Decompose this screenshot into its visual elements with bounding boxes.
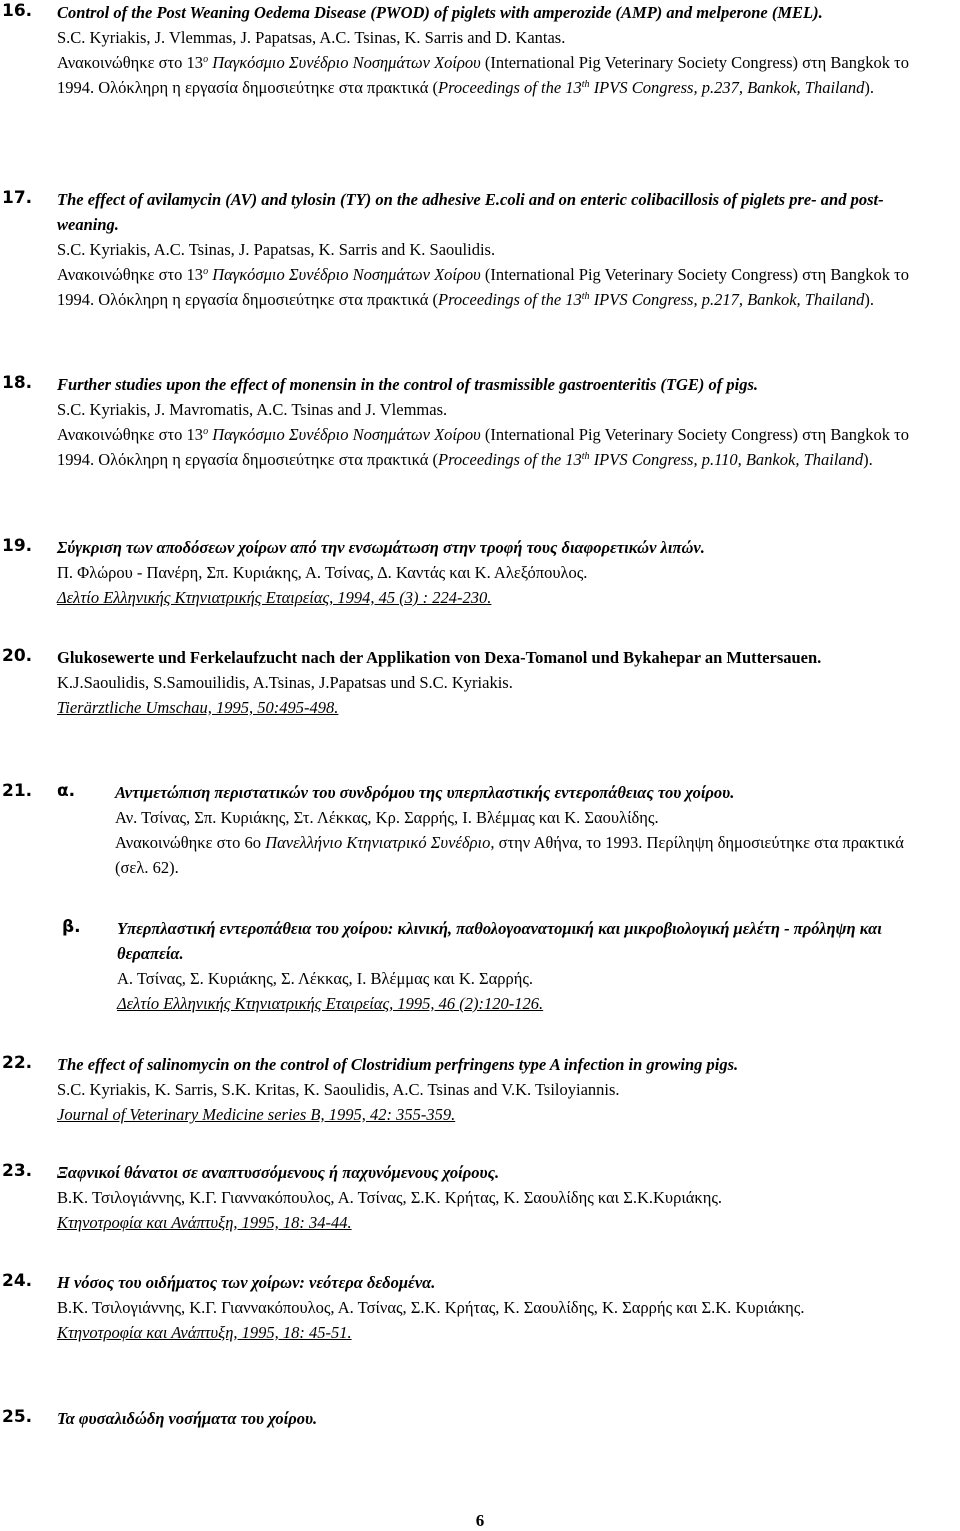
entry-title: Η νόσος του οιδήματος των χοίρων: νεότερα δεδομένα. [57,1273,436,1292]
entry-title: Σύγκριση των αποδόσεων χοίρων από την ενσωμάτωση στην τροφή τους διαφορετικών λιπών. [57,538,705,557]
entry-number: 17. [2,188,33,208]
entry-publication-note: Ανακοινώθηκε στο $13^o$ Παγκόσμιο Συνέδριο Νοσημάτων Χοίρου (International Pig Veterinary Society Congress) στη Bangkok το 1994. Ολόκληρη η εργασία δημοσιεύτηκε στα πρακτικά (Proceedings of the 13th IPVS Congress, p.110, Bankok, Thailand). [57,425,909,469]
entry-title: The effect of salinomycin on the control of Clostridium perfringens type A infection in growing pigs. [57,1055,739,1074]
sub-entry-b [117,916,936,1016]
entry-journal: Δελτίο Ελληνικής Κτηνιατρικής Εταιρείας, 1994, 45 (3) : 224-230. [57,588,492,607]
entry-body [57,535,936,610]
entry-title: Control of the Post Weaning Oedema Disease (PWOD) of piglets with amperozide (AMP) and melperone (MEL). [57,3,823,22]
entry-title: Ξαφνικοί θάνατοι σε αναπτυσσόμενους ή παχυνόμενους χοίρους. [57,1163,500,1182]
entry-authors: Β.Κ. Τσιλογιάννης, Κ.Γ. Γιαννακόπουλος, Α. Τσίνας, Σ.Κ. Κρήτας, Κ. Σαουλίδης, Κ. Σαρρής και Σ.Κ. Κυριάκης. [57,1298,805,1317]
entry-title: Glukosewerte und Ferkelaufzucht nach der Applikation von Dexa-Tomanol und Bykahepar an Muttersauen. [57,648,822,667]
entry-authors: S.C. Kyriakis, J. Mavromatis, A.C. Tsinas and J. Vlemmas. [57,400,448,419]
entry-number: 20. [2,646,33,666]
entry-authors: Α. Τσίνας, Σ. Κυριάκης, Σ. Λέκκας, Ι. Βλέμμας και Κ. Σαρρής. [117,969,533,988]
entry-number: 18. [2,373,33,393]
entry-authors: S.C. Kyriakis, A.C. Tsinas, J. Papatsas, K. Sarris and K. Saoulidis. [57,240,496,259]
entry-authors: S.C. Kyriakis, J. Vlemmas, J. Papatsas, A.C. Tsinas, K. Sarris and D. Kantas. [57,28,566,47]
entry-publication-note: Ανακοινώθηκε στο $13^o$ Παγκόσμιο Συνέδριο Νοσημάτων Χοίρου (International Pig Veterinary Society Congress) στη Bangkok το 1994. Ολόκληρη η εργασία δημοσιεύτηκε στα πρακτικά (Proceedings of the 13th IPVS Congress, p.237, Bankok, Thailand). [57,53,909,97]
entry-number: 21. [2,781,33,801]
entry-title: Further studies upon the effect of monensin in the control of trasmissible gastroenteritis (TGE) of pigs. [57,375,759,394]
entry-number: 22. [2,1053,33,1073]
entry-journal: Journal of Veterinary Medicine series B, 1995, 42: 355-359. [57,1105,456,1124]
entry-authors: Αν. Τσίνας, Σπ. Κυριάκης, Στ. Λέκκας, Κρ. Σαρρής, Ι. Βλέμμας και Κ. Σαουλίδης. [115,808,659,827]
entry-body [57,372,936,472]
sub-entry-a [115,780,936,880]
entry-journal: Κτηνοτροφία και Ανάπτυξη, 1995, 18: 45-51. [57,1323,352,1342]
entry-body [57,1270,936,1345]
entry-authors: Β.Κ. Τσιλογιάννης, Κ.Γ. Γιαννακόπουλος, Α. Τσίνας, Σ.Κ. Κρήτας, Κ. Σαουλίδης και Σ.Κ.Κυριάκης. [57,1188,723,1207]
entry-title: Τα φυσαλιδώδη νοσήματα του χοίρου. [57,1409,318,1428]
entry-journal: Δελτίο Ελληνικής Κτηνιατρικής Εταιρείας, 1995, 46 (2):120-126. [117,994,544,1013]
entry-body [57,187,936,312]
entry-body [57,1052,936,1127]
entry-number: 19. [2,536,33,556]
entry-publication-note: Ανακοινώθηκε στο 6ο Πανελλήνιο Κτηνιατρικό Συνέδριο, στην Αθήνα, το 1993. Περίληψη δημοσιεύτηκε στα πρακτικά (σελ. 62). [115,833,904,877]
entry-authors: Π. Φλώρου - Πανέρη, Σπ. Κυριάκης, Α. Τσίνας, Δ. Καντάς και Κ. Αλεξόπουλος. [57,563,588,582]
page-number: 6 [475,1511,485,1530]
entry-journal: Κτηνοτροφία και Ανάπτυξη, 1995, 18: 34-44. [57,1213,352,1232]
entry-authors: K.J.Saoulidis, S.Samouilidis, A.Tsinas, J.Papatsas und S.C. Kyriakis. [57,673,513,692]
entry-publication-note: Ανακοινώθηκε στο $13^o$ Παγκόσμιο Συνέδριο Νοσημάτων Χοίρου (International Pig Veterinary Society Congress) στη Bangkok το 1994. Ολόκληρη η εργασία δημοσιεύτηκε στα πρακτικά (Proceedings of the 13th IPVS Congress, p.217, Bankok, Thailand). [57,265,909,309]
entry-number: 25. [2,1407,33,1427]
sub-entry-letter-a: α. [57,781,76,801]
entry-body [57,645,936,720]
entry-journal: Tierärztliche Umschau, 1995, 50:495-498. [57,698,339,717]
entry-number: 24. [2,1271,33,1291]
entry-title: Αντιμετώπιση περιστατικών του συνδρόμου της υπερπλαστικής εντεροπάθειας του χοίρου. [115,783,735,802]
entry-authors: S.C. Kyriakis, K. Sarris, S.K. Kritas, K. Saoulidis, A.C. Tsinas and V.K. Tsiloyiannis. [57,1080,620,1099]
entry-title: The effect of avilamycin (AV) and tylosin (TY) on the adhesive E.coli and on enteric colibacillosis of piglets pre- and post- weaning. [57,190,884,234]
entry-number: 23. [2,1161,33,1181]
entry-body [57,1160,936,1235]
entry-title: Υπερπλαστική εντεροπάθεια του χοίρου: κλινική, παθολογοανατομική και μικροβιολογική μελέτη - πρόληψη και θεραπεία. [117,919,882,963]
sub-entry-letter-b: β. [62,917,81,937]
entry-body [57,0,936,100]
entry-number: 16. [2,1,33,21]
entry-body [57,1406,936,1431]
